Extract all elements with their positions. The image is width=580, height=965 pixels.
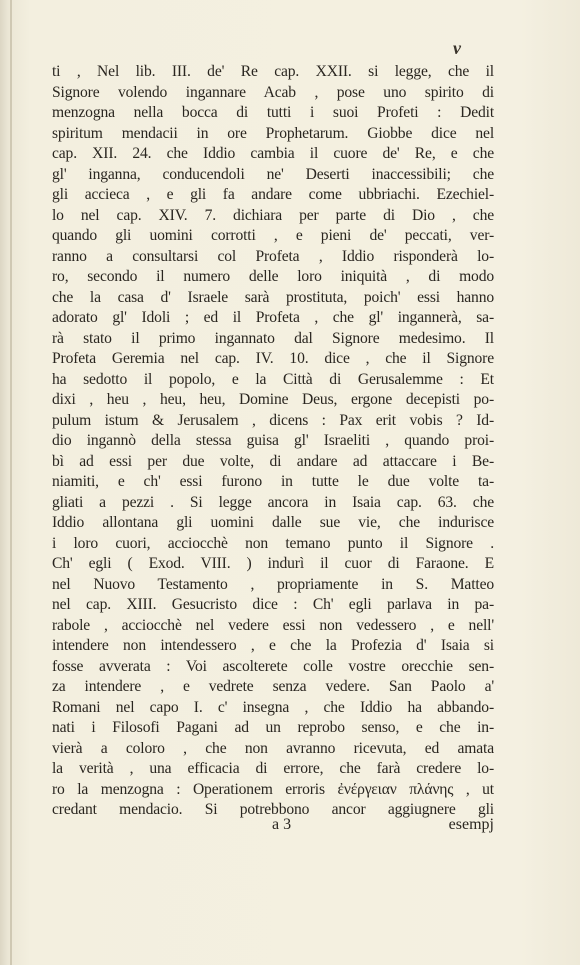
text-line: cap. XII. 24. che Iddio cambia il cuore de' Re, e che [52, 145, 494, 162]
text-line: fosse avverata : Voi ascolterete colle vostre orecchie sen- [52, 657, 494, 675]
catchword: esempj [448, 816, 494, 833]
text-line: vierà a coloro , che non avranno ricevuta, ed amata [52, 739, 494, 757]
text-line: nel cap. XIII. Gesucristo dice : Ch' egli parlava in pa- [52, 596, 494, 613]
text-line: spiritum mendacii in ore Prophetarum. Giobbe dice nel [52, 124, 494, 142]
text-line: Romani nel capo I. c' insegna , che Iddio ha abbando- [52, 698, 494, 716]
text-line: nati i Filosofi Pagani ad un reprobo senso, e che in- [52, 719, 494, 736]
text-line: Profeta Geremia nel cap. IV. 10. dice , che il Signore [52, 350, 494, 367]
text-line: nel Nuovo Testamento , propriamente in S. Matteo [52, 575, 494, 593]
text-line: lo nel cap. XIV. 7. dichiara per parte di Dio , che [52, 206, 494, 224]
text-line: gli accieca , e gli fa andare come ubbriachi. Ezechiel- [52, 186, 494, 203]
text-line: rabole , acciocchè nel vedere essi non vedessero , e nell' [52, 616, 494, 634]
text-line: i loro cuori, acciocchè non temano punto il Signore . [52, 534, 494, 552]
text-line: menzogna nella bocca di tutti i suoi Profeti : Dedit [52, 104, 494, 121]
text-line: bì ad essi per due volte, di andare ad attaccare i Be- [52, 452, 494, 470]
text-line: rà stato il primo ingannato dal Signore medesimo. Il [52, 329, 494, 347]
page-footer [52, 816, 494, 838]
text-line: quando gli uomini corrotti , e pieni de' peccati, ver- [52, 227, 494, 244]
text-line: dio ingannò della stessa guisa gl' Israeliti , quando proi- [52, 432, 494, 449]
text-line: ha sedotto il popolo, e la Città di Gerusalemme : Et [52, 370, 494, 388]
text-line: Signore volendo ingannare Acab , pose uno spirito di [52, 83, 494, 101]
page-gutter [10, 0, 12, 965]
text-line: intendere non intendessero , e che la Profezia d' Isaia si [52, 637, 494, 654]
text-line: Ch' egli ( Exod. VIII. ) indurì il cuor di Faraone. E [52, 555, 494, 572]
text-line: credant mendacio. Si potrebbono ancor aggiugnere gli [52, 801, 494, 818]
text-line: gl' inganna, conducendoli ne' Deserti inaccessibili; che [52, 165, 494, 183]
page-signature-mark: v [453, 38, 461, 58]
text-line: che la casa d' Israele sarà prostituta, poich' essi hanno [52, 288, 494, 306]
signature-label: a 3 [272, 816, 292, 833]
text-line: ro la menzogna : Operationem erroris ἐνέργειαν πλάνης , ut [52, 780, 494, 798]
text-line: pulum istum & Jerusalem , dicens : Pax erit vobis ? Id- [52, 411, 494, 429]
text-line: za intendere , e vedrete senza vedere. San Paolo a' [52, 678, 494, 695]
text-line: adorato gl' Idoli ; ed il Profeta , che gl' ingannerà, sa- [52, 309, 494, 326]
text-line: dixi , heu , heu, heu, Domine Deus, ergone decepisti po- [52, 391, 494, 408]
text-line: ro, secondo il numero delle loro iniquità , di modo [52, 268, 494, 285]
text-line: ranno a consultarsi col Profeta , Iddio risponderà lo- [52, 247, 494, 265]
body-text [52, 62, 494, 821]
text-line: Iddio allontana gli uomini dalle sue vie, che indurisce [52, 514, 494, 531]
text-line: ti , Nel lib. III. de' Re cap. XXII. si legge, che il [52, 63, 494, 80]
text-line: niamiti, e ch' essi furono in tutte le due volte ta- [52, 473, 494, 490]
text-line: gliati a pezzi . Si legge ancora in Isaia cap. 63. che [52, 493, 494, 511]
text-line: la verità , una efficacia di errore, che farà credere lo- [52, 760, 494, 777]
